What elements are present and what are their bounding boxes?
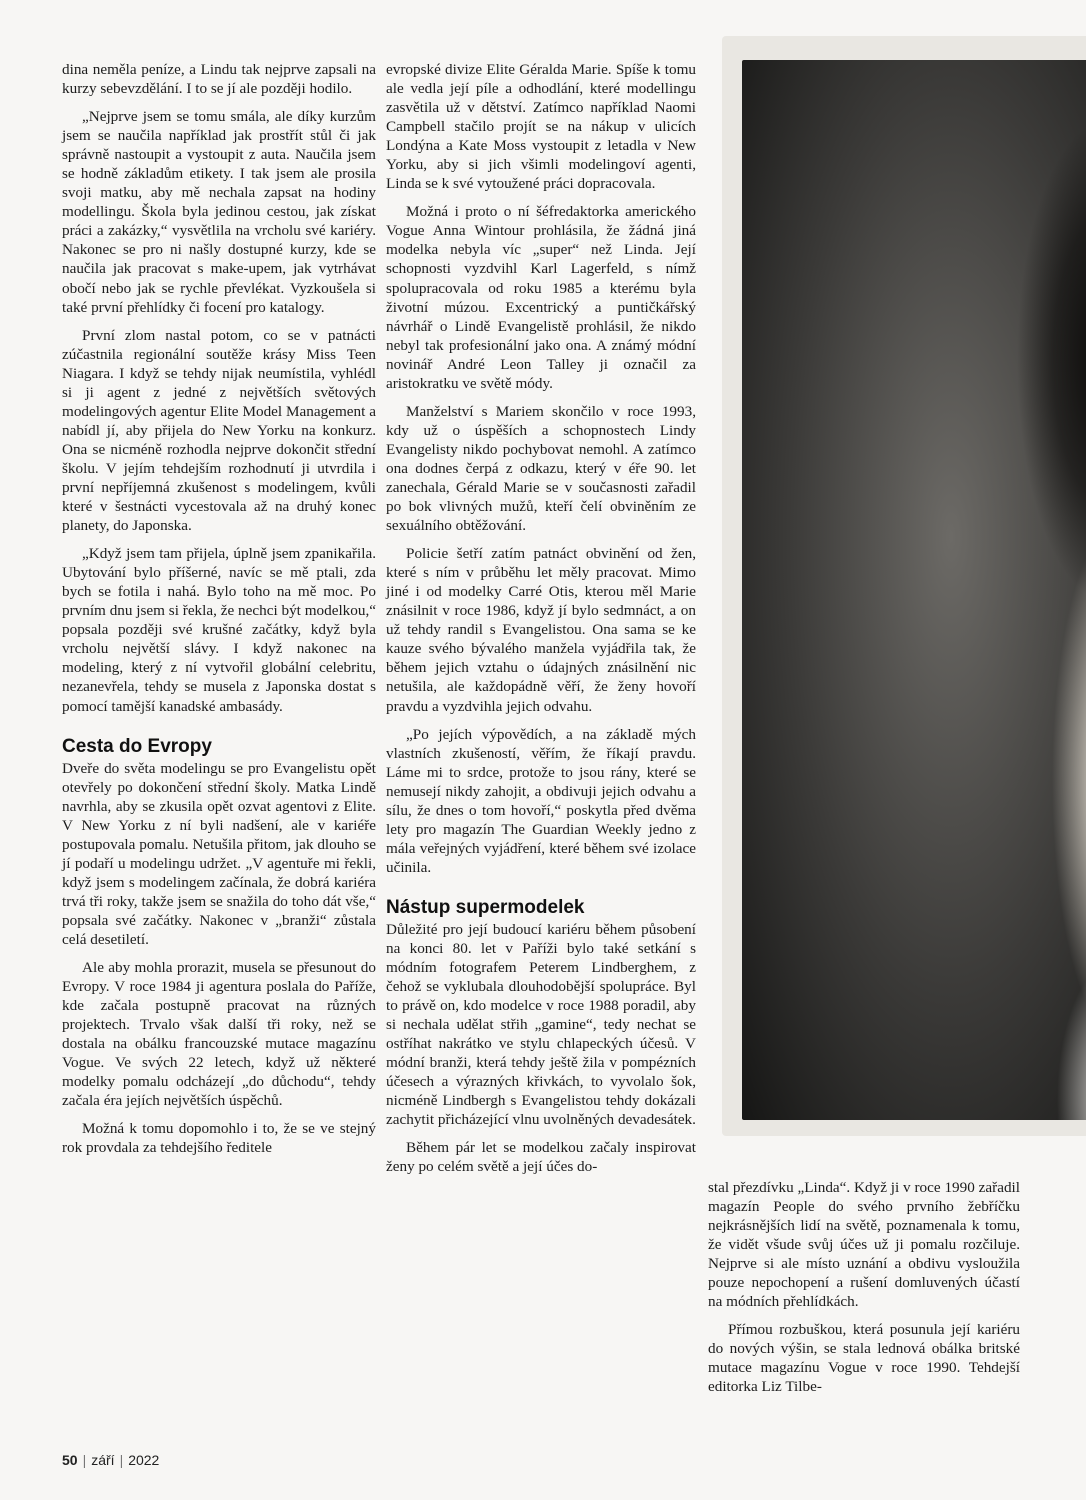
issue-year: 2022 [128, 1452, 160, 1468]
paragraph: Během pár let se modelkou začaly inspirovat ženy po celém světě a její účes do- [386, 1139, 696, 1176]
paragraph: Možná i proto o ní šéfredaktorka amerického Vogue Anna Wintour prohlásila, že žádná jiná modelka nebyla víc „super“ než Linda. Její schopnosti vyzdvihl Karl Lagerfeld, s nímž spolupracovala od roku 1985 a kterému byla životní múzou. Excentrický a puntičkářský návrhář o Lindě Evangelistě prohlásil, že nikdo nebyl tak profesionální jako ona. A známý módní novinář André Leon Talley ji označil za aristokratku ve světě módy. [386, 203, 696, 392]
portrait-photo [742, 60, 1086, 1120]
article-column-1 [62, 60, 376, 1157]
paragraph: Dveře do světa modelingu se pro Evangelistu opět otevřely po dokončení střední školy. Matka Lindě navrhla, aby se zkusila opět ozvat agentovi z Elite. V New Yorku z ní byli nadšení, ale v kariéře postupovala pomalu. Netušila přitom, jak dlouho se jí podaří u modelingu udržet. „V agentuře mi řekli, když jsem s modelingem začínala, že dobrá kariéra trvá tři roky, takže jsem se snažila do toho dát vše,“ popsala své začátky. Nakonec v „branži“ zůstala celá desetiletí. [62, 759, 376, 948]
paragraph: První zlom nastal potom, co se v patnácti zúčastnila regionální soutěže krásy Miss Teen Niagara. I když se tehdy nijak neumístila, vyhlédl si ji agent z jedné z největších světových modelingových agentur Elite Model Management a nabídl jí, aby přijela do New Yorku na konkurz. Ona se nicméně rozhodla nejprve dokončit střední školu. V jejím tehdejším rozhodnutí ji utvrdila i první nepříjemná zkušenost s modelingem, kvůli které v šestnácti vycestovala až na druhý konec planety, do Japonska. [62, 326, 376, 535]
article-column-2 [386, 60, 696, 1177]
paragraph: „Když jsem tam přijela, úplně jsem zpanikařila. Ubytování bylo příšerné, navíc se mě ptali, zda bych se fotila i nahá. Bylo toho na mě moc. Po prvním dnu jsem si řekla, že nechci být modelkou,“ popsala později své krušné začátky, když byla vrcholu největší slávy. I když nakonec na modeling, který z ní vytvořil globální celebritu, nezanevřela, tehdy se musela z Japonska dostat s pomocí tamější kanadské ambasády. [62, 545, 376, 715]
section-heading: Nástup supermodelek [386, 896, 585, 918]
paragraph: stal přezdívku „Linda“. Když ji v roce 1990 zařadil magazín People do svého prvního žebříčku nejkrásnějších lidí na světě, poznamenala k tomu, že vidět všude svůj účes už ji pomalu rozčiluje. Nejprve si ale místo uznání a obdivu vysloužila pouze nepochopení a rušení domluvených účastí na módních přehlídkách. [708, 1179, 1020, 1311]
section-heading: Cesta do Evropy [62, 735, 212, 757]
page-number: 50 [62, 1452, 78, 1468]
separator: | [82, 1452, 87, 1468]
paragraph: Policie šetří zatím patnáct obvinění od žen, které s ním v průběhu let měly pracovat. Mimo jiné i od modelky Carré Otis, kterou měl Marie znásilnit v roce 1986, když jí bylo sedmnáct, a on už tehdy randil s Evangelistou. Ona sama se ke kauze svého bývalého manžela vyjádřila tak, že během jejich vztahu o údajných znásilnění nic netušila, ale každopádně věří, že ženy hovoří pravdu a vyzdvihla jejich odvahu. [386, 545, 696, 715]
issue-month: září [91, 1452, 115, 1468]
paragraph: evropské divize Elite Géralda Marie. Spíše k tomu ale vedla její píle a odhodlání, které modellingu zasvětila už v dětství. Zatímco například Naomi Campbell stačilo projít se na nákup v ulicích Londýna a Kate Moss vystoupit z letadla v New Yorku, aby si jich všimli modelingoví agenti, Linda se k své vytoužené práci dopracovala. [386, 61, 696, 193]
article-column-3 [708, 1178, 1020, 1397]
paragraph: Manželství s Mariem skončilo v roce 1993, kdy už o úspěších a schopnostech Lindy Evangelisty nikdo pochybovat nemohl. A zatímco ona dodnes čerpá z odkazu, který v éře 90. let zanechala, Gérald Marie se v současnosti zařadil po bok vlivných mužů, kteří čelí obviněním ze sexuálního obtěžování. [386, 402, 696, 535]
paragraph: Důležité pro její budoucí kariéru během působení na konci 80. let v Paříži bylo také setkání s módním fotografem Peterem Lindberghem, z čehož se vyklubala dlouhodobější spolupráce. Byl to právě on, kdo modelce v roce 1988 poradil, aby si nechala udělat střih „gamine“, tedy nechat se ostříhat nakrátko ve stylu chlapeckých účesů. V módní branži, která tehdy ještě žila v pompézních účesech a výrazných křivkách, to vyvolalo šok, nicméně Lindbergh s Evangelistou tehdy dokázali zachytit přicházející vlnu uvolněných devadesátek. [386, 920, 696, 1129]
separator: | [119, 1452, 124, 1468]
paragraph: „Nejprve jsem se tomu smála, ale díky kurzům jsem se naučila například jak prostřít stůl či jak správně nastoupit a vystoupit z auta. Naučila jsem se hodně základům etikety. I tak jsem ale prosila svoji matku, aby mě nechala zapsat na hodiny modellingu. Škola byla jedinou cestou, jak získat práci a zakázky,“ vysvětlila na vrcholu své kariéry. Nakonec se pro ni našly dostupné kurzy, kde se naučila jak pracovat s make-upem, jak vytrhávat obočí nebo jak se rychle převlékat. Vyzkoušela si také první přehlídky či focení pro katalogy. [62, 108, 376, 316]
paragraph: Ale aby mohla prorazit, musela se přesunout do Evropy. V roce 1984 ji agentura poslala do Paříže, kde začala postupně pracovat na různých projektech. Trvalo však další tři roky, než se dostala na obálku francouzské mutace magazínu Vogue. Ve svých 22 letech, když už některé modelky pomalu odcházejí „do důchodu“, tehdy začala éra jejích největších úspěchů. [62, 959, 376, 1110]
page-footer [62, 1452, 159, 1468]
paragraph: Možná k tomu dopomohlo i to, že se ve stejný rok provdala za tehdejšího ředitele [62, 1120, 376, 1157]
paragraph: dina neměla peníze, a Lindu tak nejprve zapsali na kurzy sebevzdělání. I to se jí ale později hodilo. [62, 61, 376, 98]
paragraph: Přímou rozbuškou, která posunula její kariéru do nových výšin, se stala lednová obálka britské mutace magazínu Vogue v roce 1990. Tehdejší editorka Liz Tilbe- [708, 1321, 1020, 1396]
paragraph: „Po jejích výpovědích, a na základě mých vlastních zkušeností, věřím, že říkají pravdu. Láme mi to srdce, protože to jsou rány, které se nemusejí nikdy zahojit, a obdivuji jejich odvahu a sílu, že dnes o tom hovoří,“ poskytla před dvěma lety pro magazín The Guardian Weekly jedno z mála veřejných vyjádření, které během své izolace učinila. [386, 725, 696, 876]
